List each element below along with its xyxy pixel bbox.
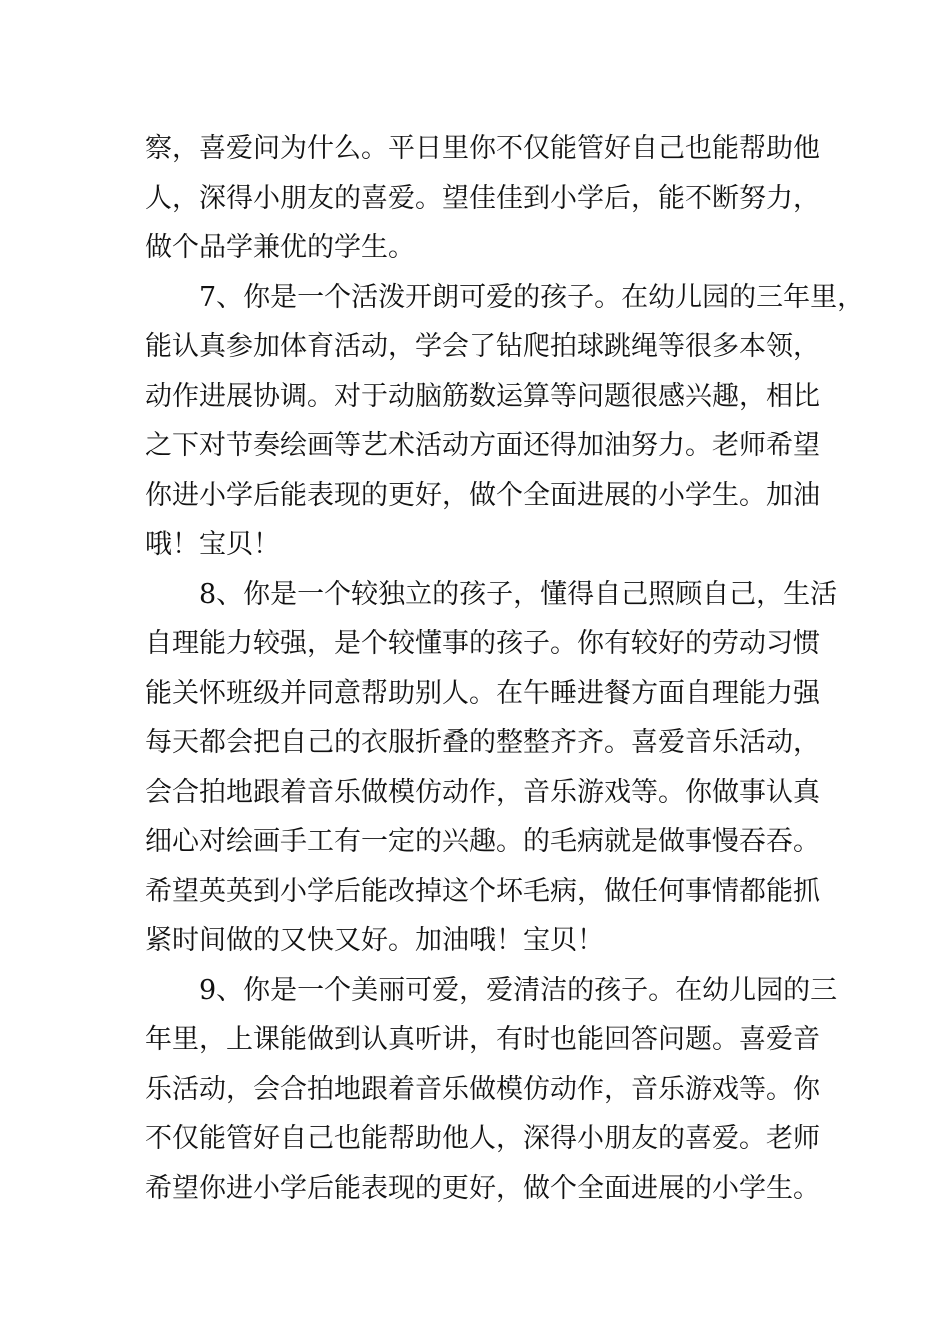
text-line: 希望英英到小学后能改掉这个坏毛病，做任何事情都能抓 (145, 875, 820, 907)
text-line: 你进小学后能表现的更好，做个全面进展的小学生。加油 (145, 479, 820, 511)
text-line: 察，喜爱问为什么。平日里你不仅能管好自己也能帮助他 (145, 133, 820, 164)
text-line: 年里，上课能做到认真听讲，有时也能回答问题。喜爱音 (145, 1024, 820, 1055)
text-line: 希望你进小学后能表现的更好，做个全面进展的小学生。 (145, 1172, 820, 1204)
text-line: 动作进展协调。对于动脑筋数运算等问题很感兴趣，相比 (145, 380, 820, 412)
text-line: 做个品学兼优的学生。 (145, 232, 415, 263)
paragraph-start-7: 7、你是一个活泼开朗可爱的孩子。在幼儿园的三年里， (199, 281, 865, 313)
text-line: 每天都会把自己的衣服折叠的整整齐齐。喜爱音乐活动， (145, 727, 820, 758)
text-line: 之下对节奏绘画等艺术活动方面还得加油努力。老师希望 (145, 430, 820, 461)
text-line: 人，深得小朋友的喜爱。望佳佳到小学后，能不断努力， (145, 182, 820, 214)
text-line: 不仅能管好自己也能帮助他人，深得小朋友的喜爱。老师 (145, 1123, 820, 1154)
text-line: 紧时间做的又快又好。加油哦！宝贝！ (145, 925, 604, 956)
text-line: 会合拍地跟着音乐做模仿动作，音乐游戏等。你做事认真 (145, 776, 820, 808)
text-line: 细心对绘画手工有一定的兴趣。的毛病就是做事慢吞吞。 (145, 826, 820, 857)
text-line: 能认真参加体育活动，学会了钻爬拍球跳绳等很多本领， (145, 331, 820, 362)
text-line: 乐活动，会合拍地跟着音乐做模仿动作，音乐游戏等。你 (145, 1073, 820, 1105)
paragraph-start-9: 9、你是一个美丽可爱，爱清洁的孩子。在幼儿园的三 (199, 974, 838, 1006)
paragraph-start-8: 8、你是一个较独立的孩子，懂得自己照顾自己，生活 (199, 578, 838, 610)
text-line: 能关怀班级并同意帮助别人。在午睡进餐方面自理能力强 (145, 677, 820, 709)
document-body (145, 124, 865, 1213)
text-line: 自理能力较强，是个较懂事的孩子。你有较好的劳动习惯 (145, 628, 820, 659)
text-line: 哦！宝贝！ (145, 529, 280, 560)
